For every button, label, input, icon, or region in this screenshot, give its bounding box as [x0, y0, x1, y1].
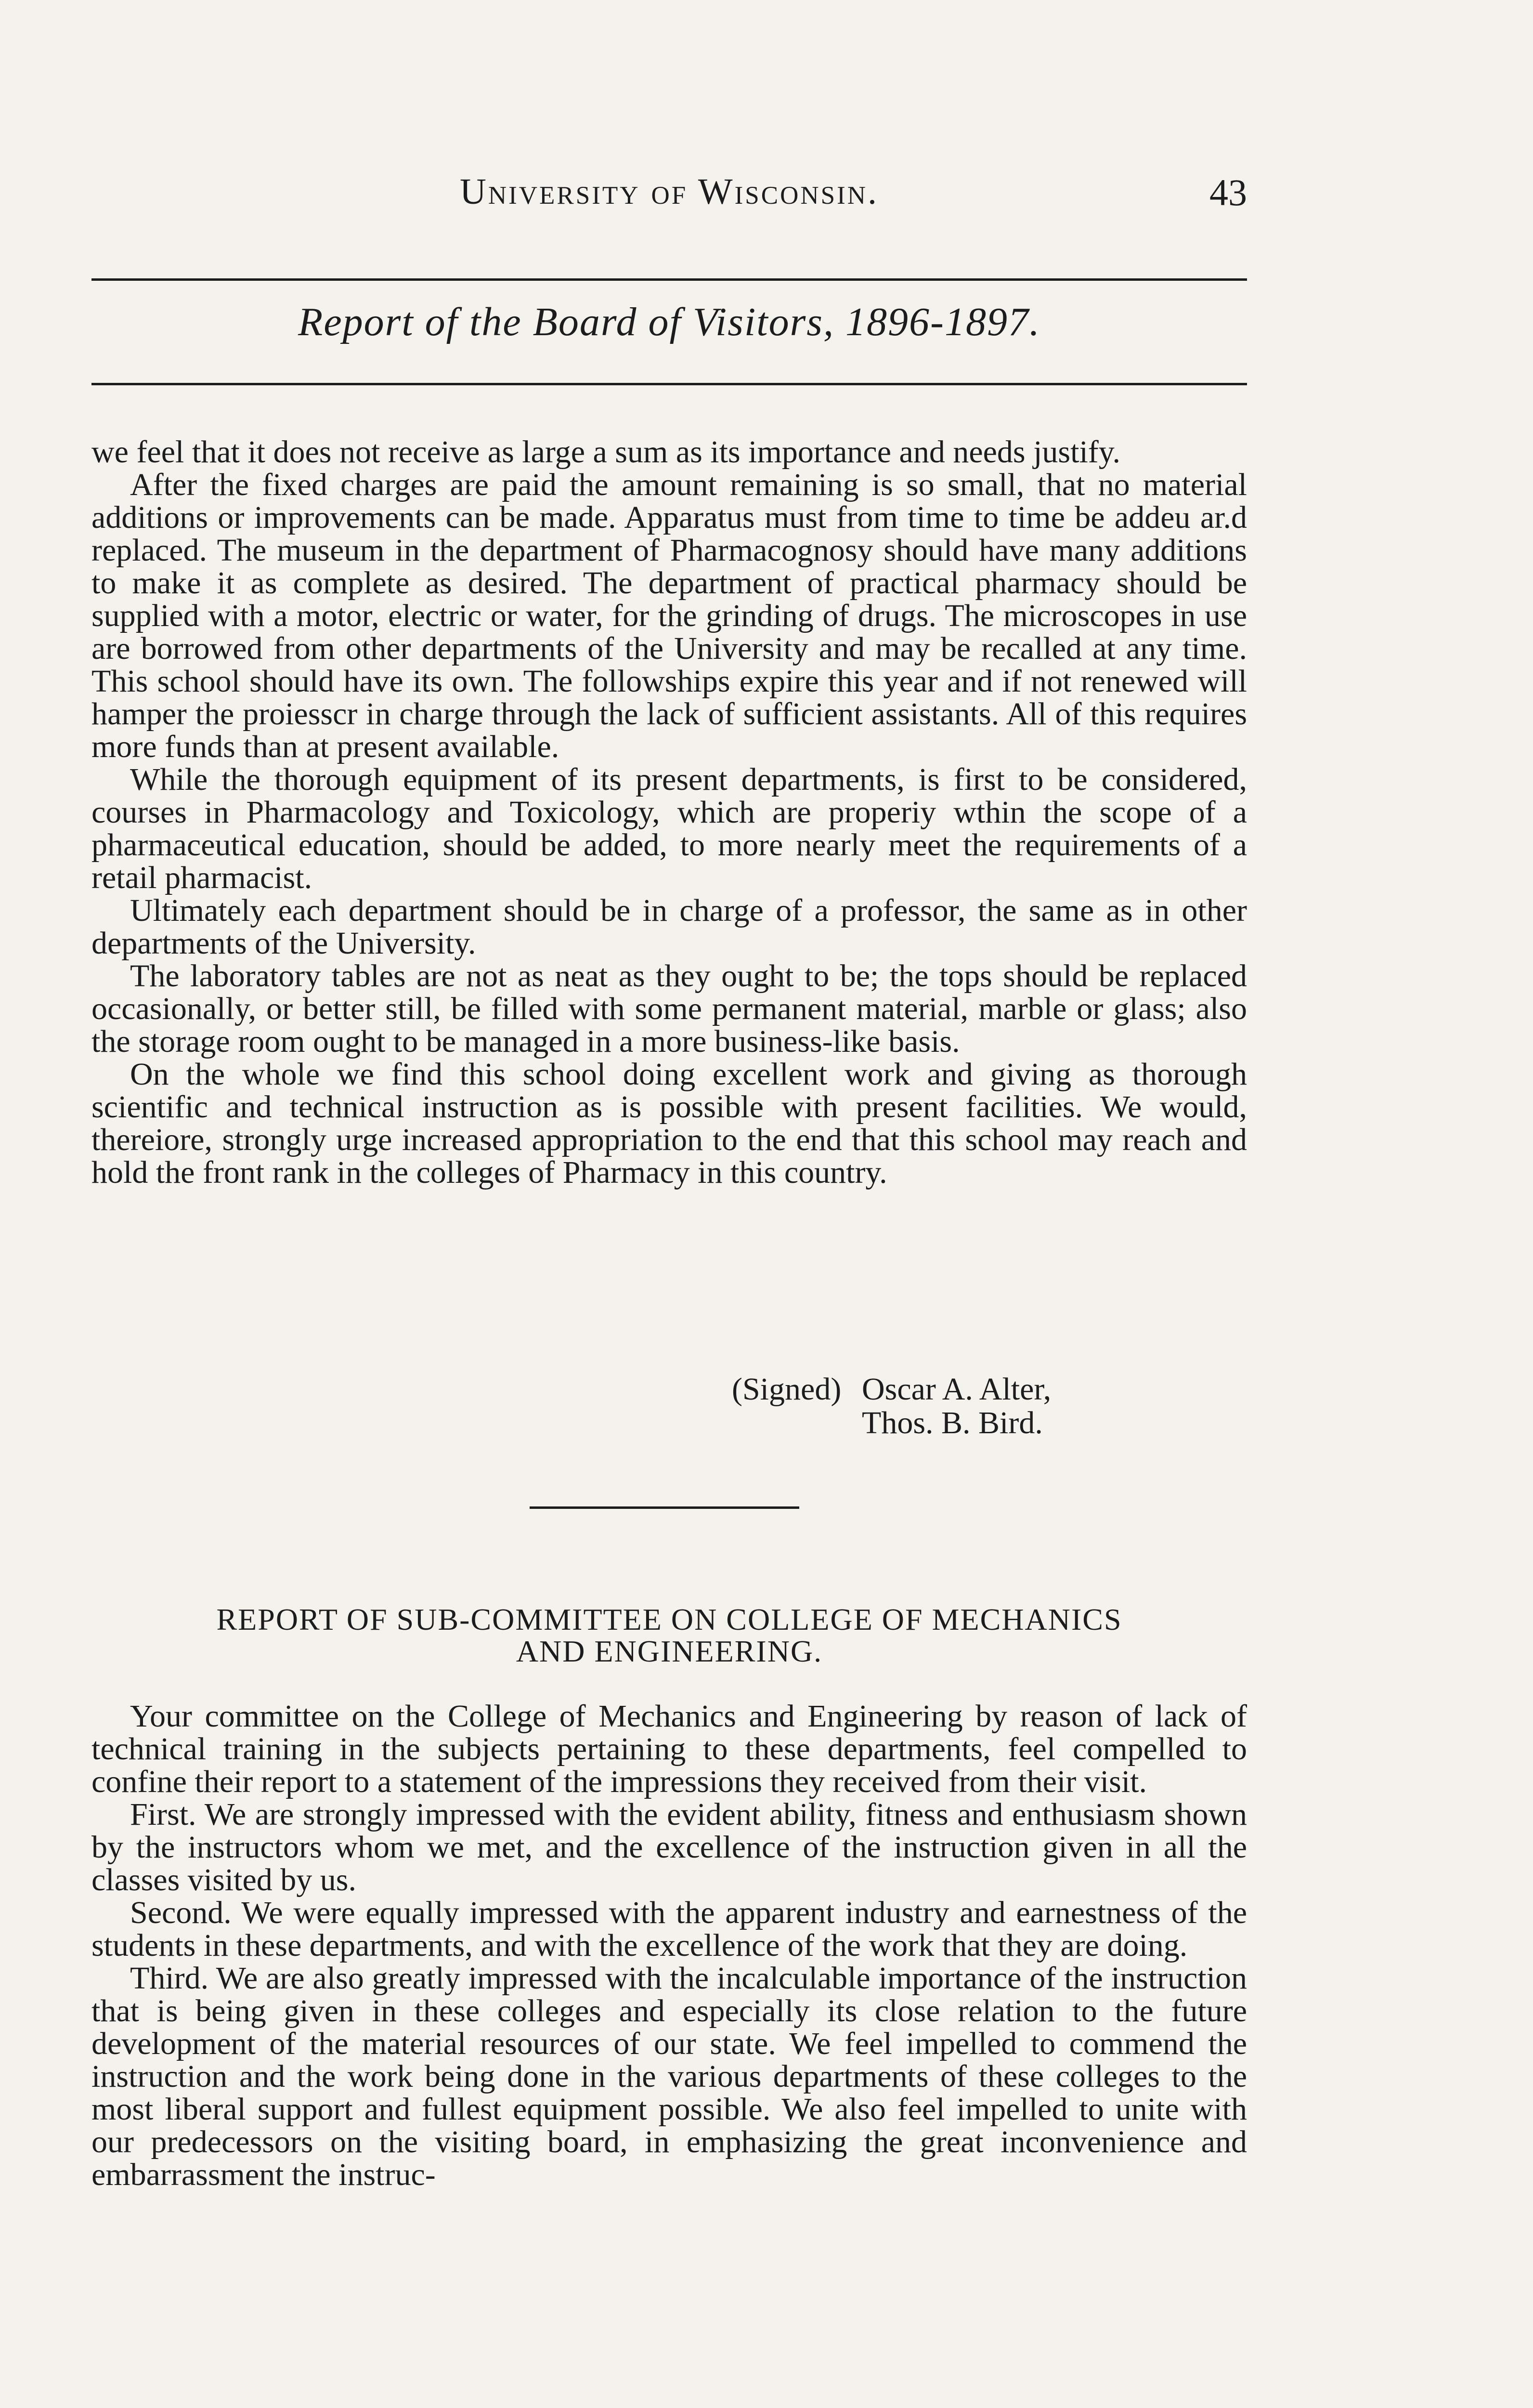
running-title: University of Wisconsin. [459, 171, 879, 212]
paragraph: Third. We are also greatly impressed with the incalculable importance of the instruction that is being given in these colleges and especially its close relation to the future development of the material resources of our state. We feel impelled to commend the instruction and the work being done in the various departments of these colleges to the most liberal support and fullest equipment possible. We also feel impelled to unite with our predecessors on the visiting board, in emphasizing the great inconvenience and embarrassment the instruc- [91, 1961, 1247, 2192]
paragraph: On the whole we find this school doing excellent work and giving as thorough scientific and technical instruction as is possible with present facilities. We would, thereiore, strongly urge increased appropriation to the end that this school may reach and hold the front rank in the colleges of Pharmacy in this country. [91, 1057, 1247, 1190]
running-header [91, 171, 1247, 214]
paragraph: Ultimately each department should be in charge of a professor, the same as in other departments of the University. [91, 893, 1247, 961]
pharmacy-report-body [91, 436, 1247, 1189]
engineering-report-body [91, 1700, 1247, 2191]
paragraph: The laboratory tables are not as neat as they ought to be; the tops should be replaced occasionally, or better still, be filled with some permanent material, marble or glass; also the storage room ought to be managed in a more business-like basis. [91, 958, 1247, 1059]
section-heading-line: REPORT OF SUB-COMMITTEE ON COLLEGE OF MECHANICS [216, 1602, 1122, 1636]
header-rule-top [91, 278, 1247, 281]
section-heading-line: AND ENGINEERING. [516, 1634, 823, 1668]
section-divider [530, 1506, 799, 1509]
section-heading [91, 1604, 1247, 1667]
paragraph: First. We are strongly impressed with the evident ability, fitness and enthusiasm shown by the instructors whom we met, and the excellence of the instruction given in all the classes visited by us. [91, 1797, 1247, 1898]
signer-name: Thos. B. Bird. [862, 1405, 1043, 1440]
signature-block [732, 1373, 1051, 1440]
header-rule-bottom [91, 383, 1247, 385]
report-subtitle: Report of the Board of Visitors, 1896-1897. [298, 300, 1040, 344]
paragraph: After the fixed charges are paid the amount remaining is so small, that no material additions or improvements can be made. Apparatus must from time to time be addeu ar.d replaced. The museum in the department of Pharmacognosy should have many additions to make it as complete as desired. The department of practical pharmacy should be supplied with a motor, electric or water, for the grinding of drugs. The microscopes in use are borrowed from other departments of the University and may be recalled at any time. This school should have its own. The followships expire this year and if not renewed will hamper the proiesscr in charge through the lack of sufficient assistants. All of this requires more funds than at present available. [91, 467, 1247, 764]
paragraph: we feel that it does not receive as large a sum as its importance and needs justify. [91, 434, 1120, 470]
page-number: 43 [1209, 171, 1247, 213]
paragraph: While the thorough equipment of its present departments, is first to be considered, courses in Pharmacology and Toxicology, which are properiy wthin the scope of a pharmaceutical education, should be added, to more nearly meet the requirements of a retail pharmacist. [91, 762, 1247, 895]
signed-label: (Signed) [732, 1372, 842, 1407]
paragraph: Second. We were equally impressed with the apparent industry and earnestness of the students in these departments, and with the excellence of the work that they are doing. [91, 1895, 1247, 1963]
signer-name: Oscar A. Alter, [862, 1372, 1052, 1407]
paragraph: Your committee on the College of Mechanics and Engineering by reason of lack of technical training in the subjects pertaining to these departments, feel compelled to confine their report to a statement of the impressions they received from their visit. [91, 1699, 1247, 1799]
